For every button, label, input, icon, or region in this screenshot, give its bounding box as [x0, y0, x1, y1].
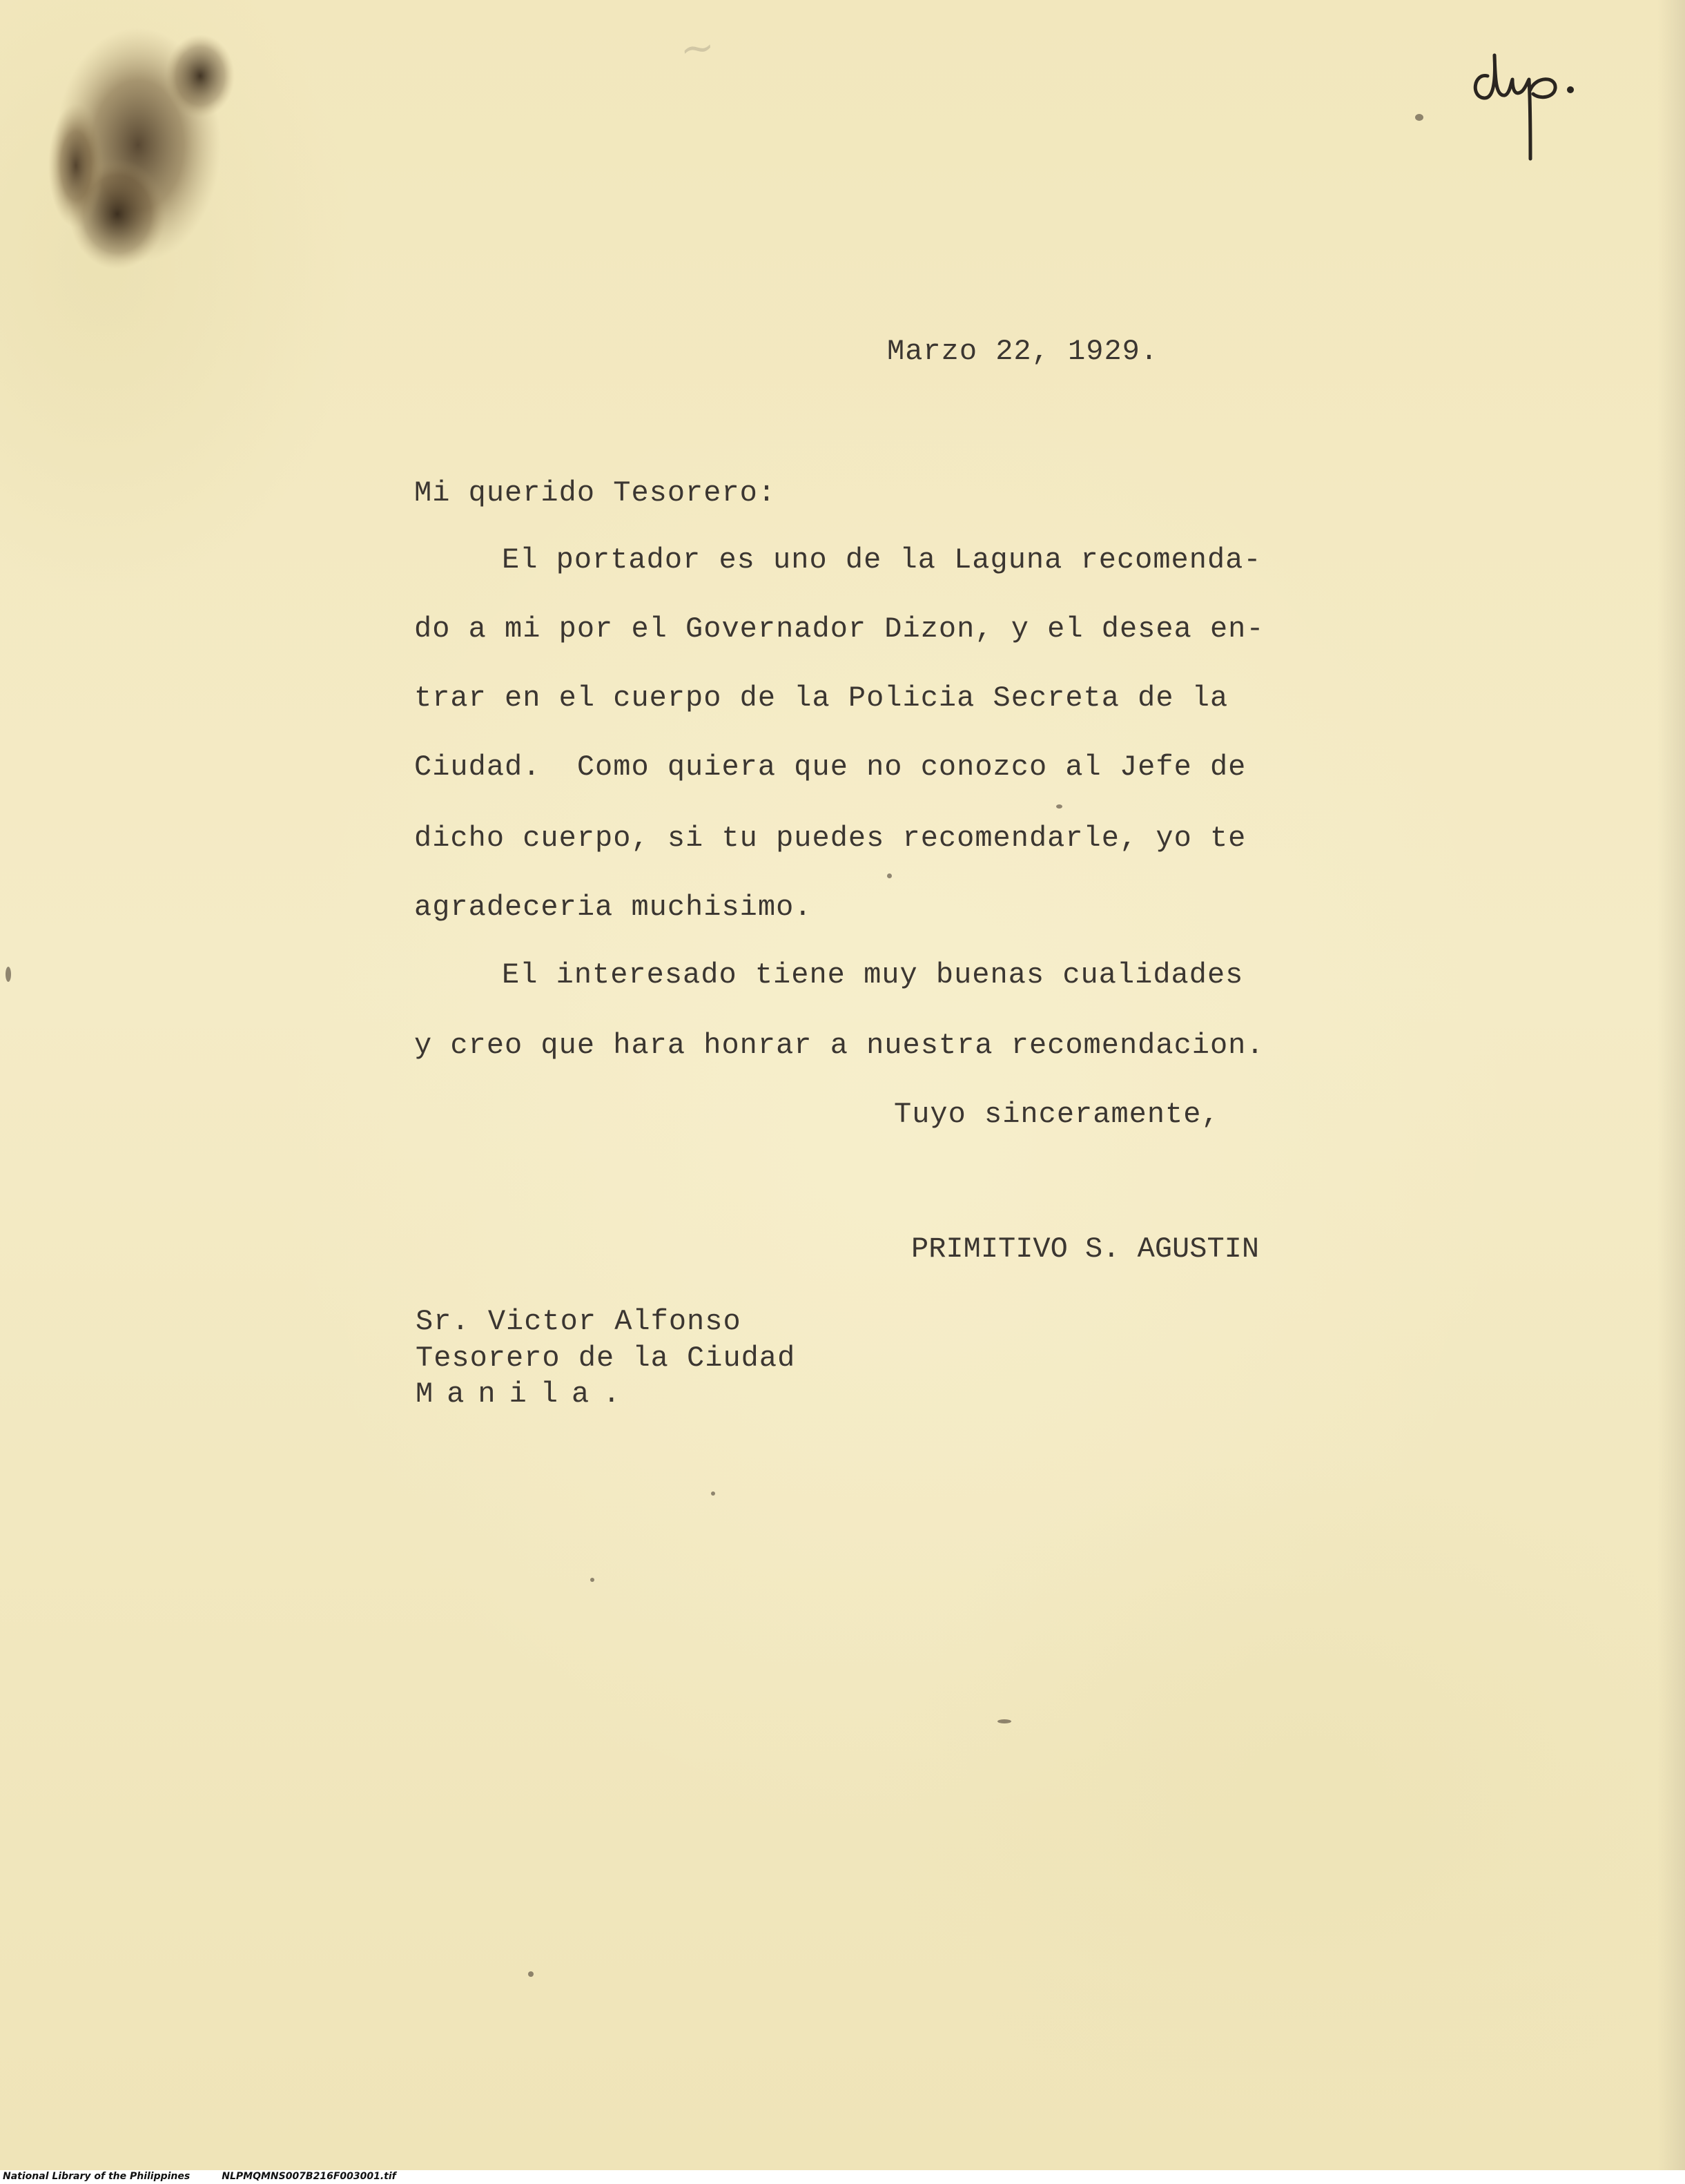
body-line-3: trar en el cuerpo de la Policia Secreta de la — [414, 682, 1229, 715]
body-line-2: do a mi por el Governador Dizon, y el desea en- — [414, 612, 1265, 646]
paper-speck — [887, 873, 892, 878]
ink-stain — [35, 7, 242, 269]
paper-speck — [528, 1971, 534, 1977]
address-line-3: Manila. — [416, 1378, 634, 1411]
page-edge — [1657, 0, 1685, 2184]
paper-speck — [997, 1719, 1011, 1723]
body-line-7: El interesado tiene muy buenas cualidades — [502, 958, 1244, 992]
signature: PRIMITIVO S. AGUSTIN — [911, 1233, 1260, 1266]
letter-date: Marzo 22, 1929. — [887, 335, 1159, 368]
paper-speck — [6, 967, 11, 982]
footer-caption — [3, 2169, 396, 2183]
handwritten-note — [1467, 48, 1584, 166]
body-line-8: y creo que hara honrar a nuestra recomendacion. — [414, 1029, 1265, 1062]
paper-speck — [590, 1578, 594, 1582]
address-line-1: Sr. Victor Alfonso — [416, 1305, 741, 1338]
paper-speck — [1056, 804, 1062, 809]
body-line-4: Ciudad. Como quiera que no conozco al Jefe de — [414, 751, 1247, 784]
footer-filename: NLPMQMNS007B216F003001.tif — [222, 2171, 396, 2182]
closing: Tuyo sinceramente, — [894, 1098, 1220, 1131]
paper-speck — [1415, 114, 1423, 121]
salutation: Mi querido Tesorero: — [414, 476, 777, 510]
body-line-5: dicho cuerpo, si tu puedes recomendarle, yo te — [414, 822, 1247, 855]
address-line-2: Tesorero de la Ciudad — [416, 1342, 796, 1375]
body-line-1: El portador es uno de la Laguna recomenda- — [502, 543, 1262, 577]
faint-pencil-mark: ~ — [677, 22, 717, 75]
body-line-6: agradeceria muchisimo. — [414, 891, 812, 924]
handwritten-dup-mark — [1467, 48, 1584, 166]
paper-speck — [711, 1491, 715, 1496]
footer-institution: National Library of the Philippines — [3, 2171, 191, 2182]
